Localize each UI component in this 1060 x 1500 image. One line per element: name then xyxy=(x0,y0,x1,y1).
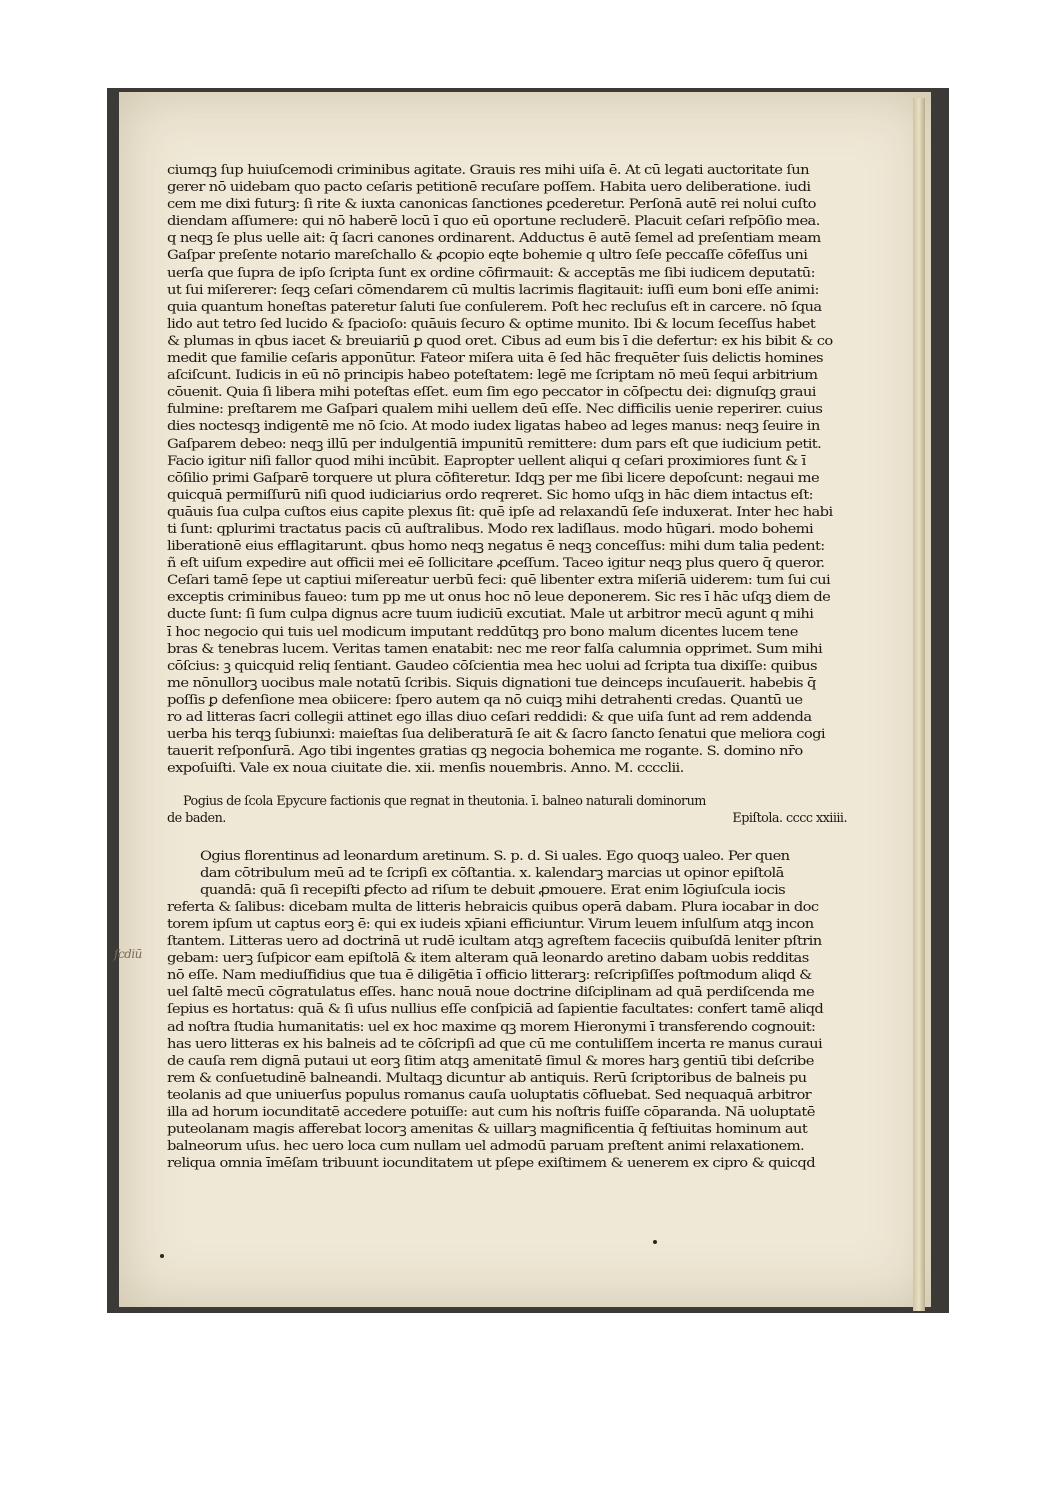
text-line: ñ eſt uiſum expedire aut officii mei eē ſollicitare ꝓceſſum. Taceo igitur neqꝫ plus quero q̄ queror. xyxy=(167,556,825,572)
text-line: uerſa que ſupra de ipſo ſcripta ſunt ex ordine cōfirmauit: & acceptās me ſibi iudicem deputatū: xyxy=(167,265,815,281)
text-line: cōſilio primi Gaſparē torquere ut plura cōfiteretur. Idqꝫ per me ſibi licere depoſcunt: negaui me xyxy=(167,470,820,486)
text-line: ro ad litteras ſacri collegii attinet ego illas diuo ceſari reddidi: & que uiſa ſunt ad rem addenda xyxy=(167,710,812,725)
epistle-number: Epiſtola. cccc xxiiii. xyxy=(732,811,847,827)
margin-annotation: ſcdiū xyxy=(114,947,142,961)
epistle-heading-line-2 xyxy=(167,810,847,827)
text-line: ti ſunt: qplurimi tractatus pacis cū auſtralibus. Modo rex ladiſlaus. modo hūgari. modo bohemi xyxy=(167,521,814,537)
text-line: cem me dixi futurꝫ: ſi rite & iuxta canonicas ſanctiones ꝑcederetur. Perſonā autē rei nolui cuſto xyxy=(167,197,816,213)
text-line: ad noſtra ſtudia humanitatis: uel ex hoc maxime qꝫ morem Hieronymi ī transferendo cognouit: xyxy=(167,1019,816,1035)
text-line: gerer nō uidebam quo pacto ceſaris petitionē recuſare poſſem. Habita uero deliberatione. iudi xyxy=(167,180,811,196)
heading-text-1: Pogius de ſcola Epycure factionis que regnat in theutonia. ī. balneo naturali dominorum xyxy=(183,794,706,810)
text-line: has uero litteras ex his balneis ad te cōſcripſi ad que cū me contuliſſem incerta re manus curaui xyxy=(167,1036,823,1052)
scan-frame xyxy=(107,88,949,1313)
text-line: q neqꝫ ſe plus uelle ait: q̄ ſacri canones ordinarent. Adductus ē autē ſemel ad preſentiam meam xyxy=(167,231,821,247)
ink-speck xyxy=(653,1240,657,1244)
text-line: teolanis ad que uniuerſus populus romanus cauſa uoluptatis cōfluebat. Sed nequaquā arbitror xyxy=(167,1087,812,1103)
text-line: reliqua omnia īmēſam tribuunt iocunditatem ut pſepe exiſtimem & uenerem ex cipro & quicqd xyxy=(167,1156,815,1172)
text-line: Ceſari tamē ſepe ut captiui miſereatur uerbū feci: quē libenter extra miſeriā uiderem: tum ſui cui xyxy=(167,573,831,589)
text-line: expoſuiſti. Vale ex noua ciuitate die. xii. menſis nouembris. Anno. M. cccclii. xyxy=(167,761,684,777)
text-line: lido aut tetro ſed lucido & ſpacioſo: quāuis ſecuro & optime munito. Ibi & locum ſeceſſus habet xyxy=(167,316,816,332)
text-line: liberationē eius efflagitarunt. qbus homo neqꝫ negatus ē neqꝫ conceſſus: mihi dum talia pedent: xyxy=(167,539,825,555)
text-block xyxy=(167,162,847,1172)
text-line: cōuenit. Quia ſi libera mihi poteſtas eſſet. eum ſim ego peccator in cōſpectu dei: dignuſqꝫ graui xyxy=(167,385,816,401)
text-line: Ogius florentinus ad leonardum aretinum. S. p. d. Si uales. Ego quoqꝫ ualeo. Per quen xyxy=(200,848,790,864)
text-line: quicquā permiſſurū niſi quod iudiciarius ordo reqreret. Sic homo uſqꝫ in hāc diem intactus eſt: xyxy=(167,487,813,503)
text-line: me nōnullorꝫ uocibus male notatū ſcribis. Siquis dignationi tue deinceps incuſauerit. habebis q̄ xyxy=(167,675,816,691)
text-line: Gaſparem debeo: neqꝫ illū per indulgentiā impunitū remittere: dum pars eſt que iudicium petit. xyxy=(167,436,822,452)
text-line: gebam: uerꝫ ſuſpicor eam epiſtolā & item alteram quā leonardo aretino dabam uobis redditas xyxy=(167,951,809,967)
text-line: quāuis ſua culpa cuſtos eius capite plexus ſit: quē ipſe ad relaxandū ſeſe induxerat. Inter hec habi xyxy=(167,504,833,520)
page-edge xyxy=(913,98,925,1311)
text-line: rem & conſuetudinē balneandi. Multaqꝫ dicuntur ab antiquis. Rerū ſcriptoribus de balneis pu xyxy=(167,1070,807,1086)
text-line: Gaſpar preſente notario mareſchallo & ꝓcopio eqte bohemie q ultro ſeſe peccaſſe cōfeſſus uni xyxy=(167,248,808,264)
text-line: balneorum uſus. hec uero loca cum nullam uel admodū paruam preſtent animi relaxationem. xyxy=(167,1139,805,1155)
text-line: exceptis criminibus faueo: tum pp me ut onus hoc nō leue deponerem. Sic res ī hāc uſqꝫ diem de xyxy=(167,590,831,606)
text-line: illa ad horum iocunditatē accedere potuiſſe: aut cum his noſtris fuiſſe cōparanda. Nā uoluptatē xyxy=(167,1104,815,1120)
text-line: referta & ſalibus: dicebam multa de litteris hebraicis quibus operā dabam. Plura iocabar in doc xyxy=(167,899,819,915)
text-line: nō eſſe. Nam mediuſfidius que tua ē diligētia ī officio litterarꝫ: reſcripſiſſes poſtmodum aliqd & xyxy=(167,968,812,984)
text-line: ducte ſunt: ſi ſum culpa dignus acre tuum iudiciū excutiat. Male ut arbitror mecū agunt q mihi xyxy=(167,607,814,623)
paragraph-2 xyxy=(167,848,847,1173)
text-line: tauerit reſponſurā. Ago tibi ingentes gratias qꝫ negocia bohemica me rogante. S. domino nr̄o xyxy=(167,744,803,760)
text-line: ut ſui miſererer: ſeqꝫ ceſari cōmendarem cū multis lacrimis flagitauit: iuſſi eum boni eſſe animi: xyxy=(167,282,819,298)
text-line: fulmine: preſtarem me Gaſpari qualem mihi uellem deū eſſe. Nec difficilis uenie reperirer. cuius xyxy=(167,402,823,418)
text-line: de cauſa rem dignā putaui ut eorꝫ ſitim atqꝫ amenitatē ſimul & mores harꝫ gentiū tibi deſcribe xyxy=(167,1053,814,1069)
text-line: bras & tenebras lucem. Veritas tamen enatabit: nec me reor falſa calumnia opprimet. Sum mihi xyxy=(167,641,823,657)
paragraph-1 xyxy=(167,162,847,777)
text-line: diendam aſſumere: qui nō haberē locū ī quo eū oportune recluderē. Placuit ceſari reſpōſio mea. xyxy=(167,214,820,230)
ink-speck xyxy=(160,1254,164,1258)
text-line: Facio igitur niſi fallor quod mihi incūbit. Eapropter uellent aliqui q ceſari proximiores ſunt & ī xyxy=(167,453,806,469)
manuscript-page xyxy=(119,92,931,1307)
text-line: uerba his terqꝫ ſubiunxi: maieſtas ſua deliberaturā ſe ait & ſacro ſancto ſenatui que meliora cogi xyxy=(167,727,825,743)
text-line: ſepius es hortatus: quā & ſi uſus nullius eſſe conſpiciā ad ſapientie facultates: confert tamē aliqd xyxy=(167,1002,824,1018)
text-line: torem ipſum ut captus eorꝫ ē: qui ex iudeis xp̄iani efficiuntur. Virum leuem inſulſum atqꝫ incon xyxy=(167,916,814,932)
text-line: quia quantum honeſtas pateretur ſaluti ſue conſulerem. Poſt hec recluſus eſt in carcere. nō ſqua xyxy=(167,299,822,315)
text-line: quandā: quā ſi recepiſti ꝑfecto ad riſum te debuit ꝓmouere. Erat enim lōgiuſcula iocis xyxy=(200,882,786,898)
text-line: uel ſaltē mecū cōgratulatus eſſes. hanc nouā noue doctrine diſciplinam ad quā perdiſcenda me xyxy=(167,985,815,1001)
text-line: ciumqꝫ ſup huiuſcemodi criminibus agitate. Grauis res mihi uiſa ē. At cū legati auctoritate ſun xyxy=(167,163,809,178)
text-line: aſciſcunt. Iudicis in eū nō principis habeo poteſtatem: legē me ſcriptam nō meū ſequi arbitrium xyxy=(167,368,818,384)
text-line: puteolanam magis afferebat locorꝫ amenitas & uillarꝫ magnificentia q̄ feſtiuitas hominum aut xyxy=(167,1122,808,1138)
text-line: medit que familie ceſaris apponūtur. Fateor miſera uita ē ſed hāc frequēter ſuis delictis homines xyxy=(167,351,823,367)
text-line: & plumas in qbus iacet & breuiariū ꝑ quod oret. Cibus ad eum bis ī die defertur: ex his bibit & co xyxy=(167,333,833,349)
text-line: ī hoc negocio qui tuis uel modicum imputant reddūtqꝫ pro bono malum dicentes lucem tene xyxy=(167,624,798,640)
epistle-heading-line-1 xyxy=(167,793,847,810)
text-line: dam cōtribulum meū ad te ſcripſi ex cōſtantia. x. kalendarꝫ marcias ut opinor epiſtolā xyxy=(200,865,784,881)
text-line: ſtantem. Litteras uero ad doctrinā ut rudē icultam atqꝫ agreſtem faceciis quibuſdā leniter pſtrin xyxy=(167,934,822,950)
text-line: cōſcius: ꝫ quicquid reliq ſentiant. Gaudeo cōſcientia mea hec uolui ad ſcripta tua dixiſſe: quibus xyxy=(167,658,817,674)
text-line: poſſis ꝑ defenſione mea obiicere: ſpero autem qa nō cuiqꝫ mihi detrahenti credas. Quantū ue xyxy=(167,692,803,708)
heading-place: de baden. xyxy=(167,811,226,827)
text-line: dies noctesqꝫ indigentē me nō ſcio. At modo iudex ligatas habeo ad leges manus: neqꝫ ſeuire in xyxy=(167,419,820,435)
